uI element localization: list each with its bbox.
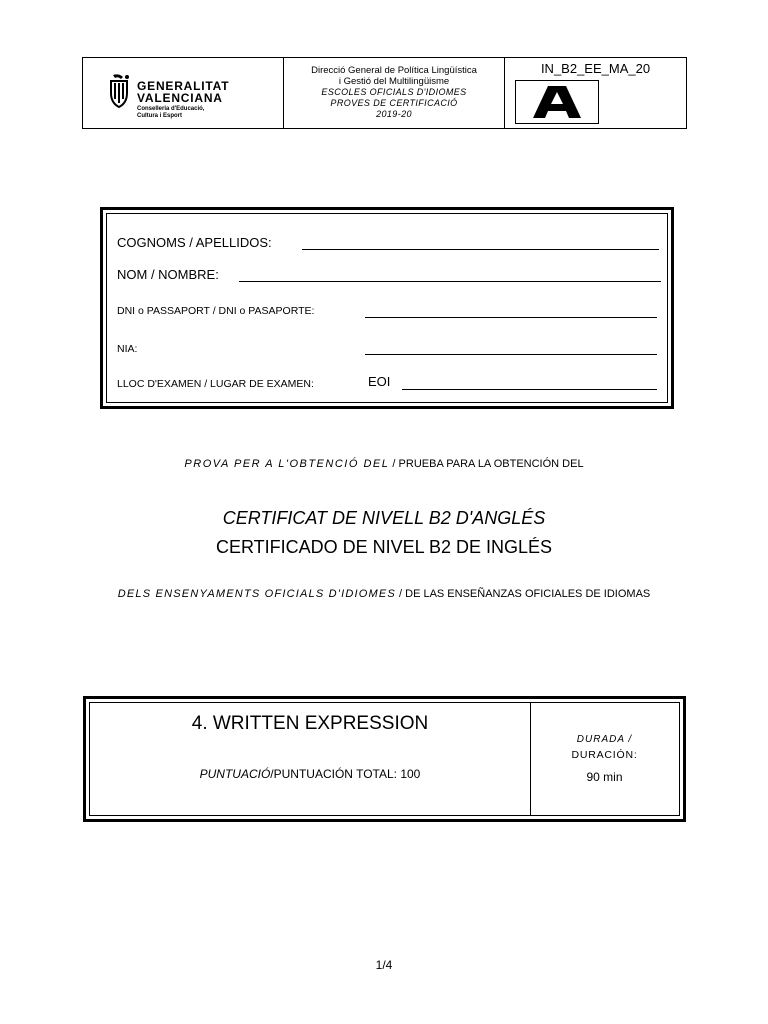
header-escoles: ESCOLES OFICIALS D'IDIOMES <box>321 87 467 97</box>
dels-separator: / <box>399 588 406 600</box>
score-separator: / <box>270 767 274 781</box>
personal-data-inner <box>106 213 668 403</box>
prova-separator: / <box>392 458 399 470</box>
logo-cell <box>83 58 284 128</box>
prova-es: PRUEBA PARA LA OBTENCIÓN DEL <box>398 458 584 470</box>
logo-text-generalitat: GENERALITAT <box>137 79 230 93</box>
logo-text-valenciana: VALENCIANA <box>137 91 223 105</box>
duration-ca: DURADA / <box>576 734 633 745</box>
logo-text-cultura: Cultura i Esport <box>137 113 183 119</box>
dni-label: DNI o PASSAPORT / DNI o PASAPORTE: <box>117 305 315 317</box>
section-box <box>83 696 686 822</box>
dels-line <box>0 588 768 600</box>
header-direccio: Direcció General de Política Lingüística <box>311 65 477 76</box>
place-field[interactable] <box>402 389 657 390</box>
score-es: PUNTUACIÓN TOTAL: 100 <box>273 767 421 781</box>
header-right-cell <box>505 58 686 128</box>
place-prefix: EOI <box>368 374 391 389</box>
duration-value: 90 min <box>586 770 623 784</box>
header-proves: PROVES DE CERTIFICACIÓ <box>330 98 458 108</box>
dni-field[interactable] <box>365 317 657 318</box>
name-field[interactable] <box>239 281 661 282</box>
section-box-inner <box>89 702 680 816</box>
logo-text-conselleria: Conselleria d'Educació, <box>137 106 205 112</box>
document-header <box>82 57 687 129</box>
certificate-title-ca: CERTIFICAT DE NIVELL B2 D'ANGLÉS <box>222 508 546 528</box>
dels-es: DE LAS ENSEÑANZAS OFICIALES DE IDIOMAS <box>405 588 651 600</box>
dels-ca: DELS ENSENYAMENTS OFICIALS D'IDIOMES <box>117 588 396 600</box>
header-year: 2019-20 <box>376 109 412 119</box>
model-letter-a-icon <box>529 84 585 120</box>
prova-line <box>0 458 768 470</box>
score-ca: PUNTUACIÓ <box>199 767 271 781</box>
surnames-label: COGNOMS / APELLIDOS: <box>117 235 272 250</box>
generalitat-logo-icon <box>107 73 131 109</box>
page-number: 1/4 <box>375 958 393 972</box>
model-letter-box <box>515 80 599 124</box>
personal-data-box <box>100 207 674 409</box>
nia-field[interactable] <box>365 354 657 355</box>
section-right-cell <box>530 703 679 815</box>
header-center-cell <box>284 58 505 128</box>
section-title: 4. WRITTEN EXPRESSION <box>191 713 429 734</box>
surnames-field[interactable] <box>302 249 659 250</box>
prova-ca: PROVA PER A L'OBTENCIÓ DEL <box>184 458 390 470</box>
place-label: LLOC D'EXAMEN / LUGAR DE EXAMEN: <box>117 378 314 390</box>
section-score <box>90 767 530 781</box>
header-gestio: i Gestió del Multilingüisme <box>338 76 450 87</box>
duration-es: DURACIÓN: <box>571 749 638 761</box>
name-label: NOM / NOMBRE: <box>117 267 219 282</box>
nia-label: NIA: <box>117 343 138 355</box>
exam-code: IN_B2_EE_MA_20 <box>540 61 651 76</box>
certificate-title-es: CERTIFICADO DE NIVEL B2 DE INGLÉS <box>215 537 553 557</box>
section-left-cell <box>90 703 531 815</box>
